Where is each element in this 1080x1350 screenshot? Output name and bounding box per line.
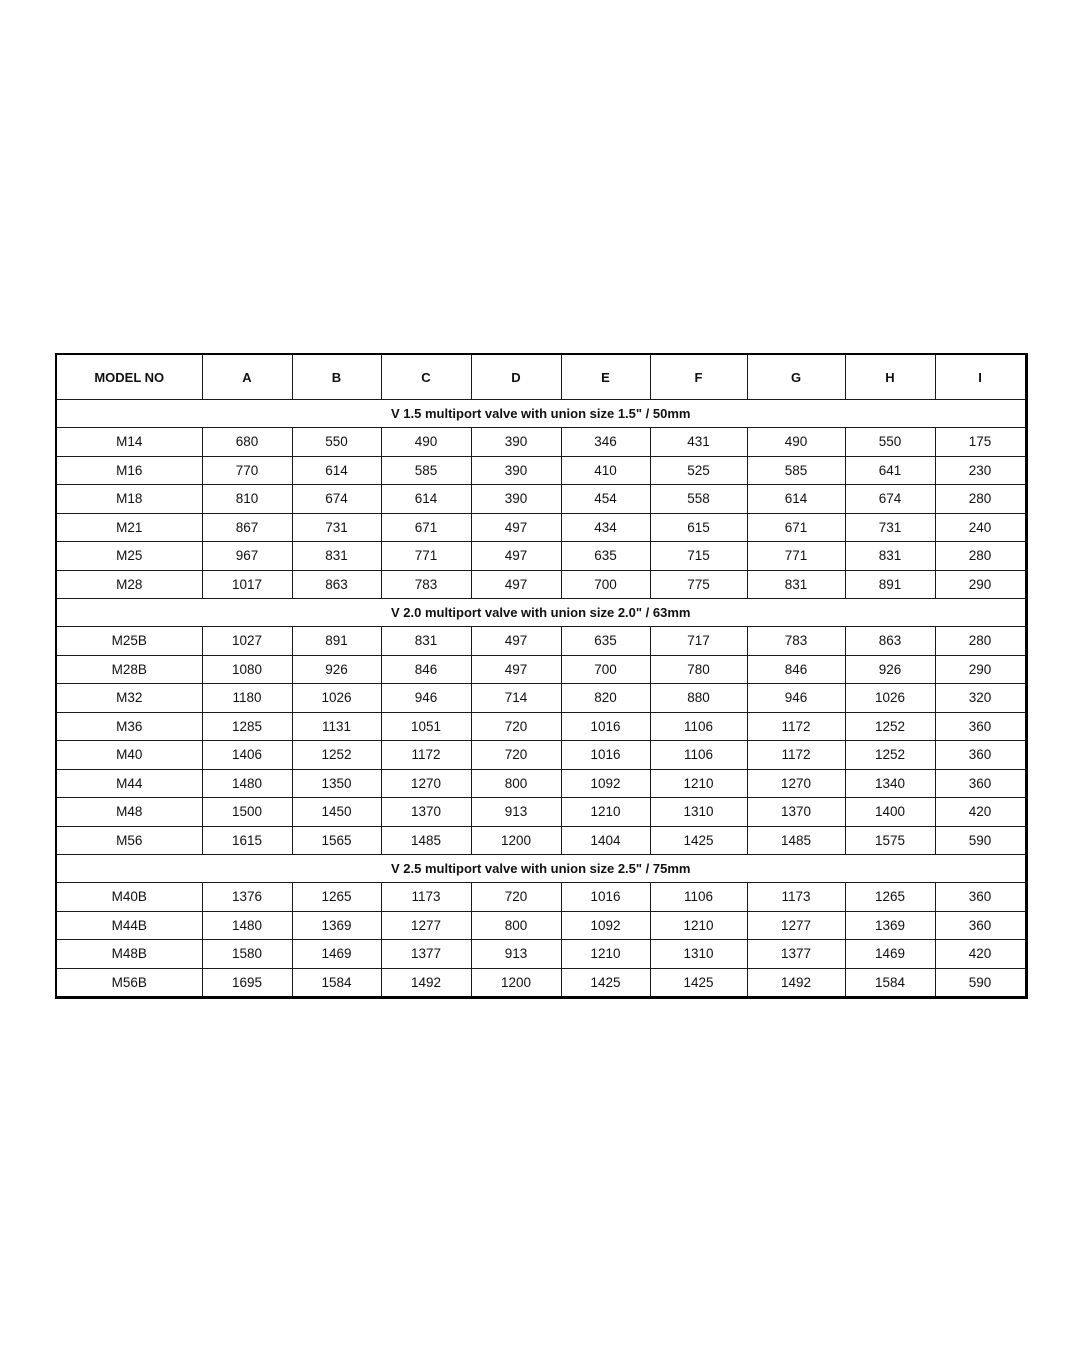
- value-cell-c: 614: [381, 485, 471, 514]
- value-cell-i: 240: [935, 513, 1026, 542]
- value-cell-f: 780: [650, 655, 747, 684]
- value-cell-h: 1252: [845, 741, 935, 770]
- table-row: [56, 883, 1026, 912]
- value-cell-a: 967: [202, 542, 292, 571]
- value-cell-a: 1695: [202, 968, 292, 998]
- value-cell-d: 1200: [471, 826, 561, 855]
- column-header-f: F: [650, 354, 747, 400]
- value-cell-g: 671: [747, 513, 845, 542]
- value-cell-a: 1285: [202, 712, 292, 741]
- model-cell: M14: [56, 428, 202, 457]
- value-cell-b: 1252: [292, 741, 381, 770]
- column-header-a: A: [202, 354, 292, 400]
- value-cell-g: 946: [747, 684, 845, 713]
- value-cell-i: 280: [935, 542, 1026, 571]
- table-row: [56, 456, 1026, 485]
- value-cell-b: 1369: [292, 911, 381, 940]
- value-cell-b: 1350: [292, 769, 381, 798]
- value-cell-f: 1310: [650, 940, 747, 969]
- value-cell-d: 913: [471, 940, 561, 969]
- column-header-g: G: [747, 354, 845, 400]
- value-cell-g: 831: [747, 570, 845, 599]
- table-row: [56, 655, 1026, 684]
- value-cell-d: 714: [471, 684, 561, 713]
- table-row: [56, 968, 1026, 998]
- column-header-model-no: MODEL NO: [56, 354, 202, 400]
- value-cell-c: 490: [381, 428, 471, 457]
- value-cell-c: 1377: [381, 940, 471, 969]
- value-cell-h: 1252: [845, 712, 935, 741]
- model-cell: M44: [56, 769, 202, 798]
- value-cell-d: 497: [471, 627, 561, 656]
- value-cell-b: 1584: [292, 968, 381, 998]
- value-cell-i: 360: [935, 741, 1026, 770]
- table-row: [56, 741, 1026, 770]
- value-cell-h: 1340: [845, 769, 935, 798]
- valve-dimension-table: [55, 353, 1028, 999]
- value-cell-g: 1277: [747, 911, 845, 940]
- table-row: [56, 798, 1026, 827]
- table-row: [56, 712, 1026, 741]
- value-cell-g: 1370: [747, 798, 845, 827]
- value-cell-d: 390: [471, 485, 561, 514]
- value-cell-a: 770: [202, 456, 292, 485]
- model-cell: M32: [56, 684, 202, 713]
- value-cell-e: 700: [561, 570, 650, 599]
- value-cell-g: 1492: [747, 968, 845, 998]
- value-cell-d: 390: [471, 456, 561, 485]
- column-header-b: B: [292, 354, 381, 400]
- value-cell-e: 1210: [561, 940, 650, 969]
- value-cell-f: 1210: [650, 911, 747, 940]
- value-cell-c: 831: [381, 627, 471, 656]
- value-cell-e: 346: [561, 428, 650, 457]
- value-cell-b: 731: [292, 513, 381, 542]
- value-cell-h: 863: [845, 627, 935, 656]
- value-cell-b: 1469: [292, 940, 381, 969]
- value-cell-e: 635: [561, 627, 650, 656]
- model-cell: M56B: [56, 968, 202, 998]
- value-cell-f: 1210: [650, 769, 747, 798]
- section-title: V 2.5 multiport valve with union size 2.5" / 75mm: [56, 855, 1026, 883]
- value-cell-h: 1400: [845, 798, 935, 827]
- value-cell-i: 420: [935, 798, 1026, 827]
- value-cell-f: 525: [650, 456, 747, 485]
- model-cell: M36: [56, 712, 202, 741]
- value-cell-f: 775: [650, 570, 747, 599]
- value-cell-g: 1377: [747, 940, 845, 969]
- section-title: V 1.5 multiport valve with union size 1.5" / 50mm: [56, 400, 1026, 428]
- value-cell-a: 1480: [202, 911, 292, 940]
- value-cell-g: 1485: [747, 826, 845, 855]
- column-header-d: D: [471, 354, 561, 400]
- value-cell-i: 320: [935, 684, 1026, 713]
- value-cell-g: 1172: [747, 712, 845, 741]
- value-cell-g: 1173: [747, 883, 845, 912]
- value-cell-e: 454: [561, 485, 650, 514]
- value-cell-g: 846: [747, 655, 845, 684]
- value-cell-i: 360: [935, 883, 1026, 912]
- value-cell-b: 1450: [292, 798, 381, 827]
- value-cell-h: 891: [845, 570, 935, 599]
- value-cell-a: 1027: [202, 627, 292, 656]
- value-cell-c: 1172: [381, 741, 471, 770]
- value-cell-b: 1265: [292, 883, 381, 912]
- value-cell-b: 674: [292, 485, 381, 514]
- value-cell-f: 615: [650, 513, 747, 542]
- model-cell: M16: [56, 456, 202, 485]
- table-row: [56, 542, 1026, 571]
- model-cell: M48: [56, 798, 202, 827]
- value-cell-h: 1026: [845, 684, 935, 713]
- value-cell-f: 558: [650, 485, 747, 514]
- value-cell-d: 497: [471, 570, 561, 599]
- column-header-i: I: [935, 354, 1026, 400]
- section-row: [56, 855, 1026, 883]
- value-cell-i: 175: [935, 428, 1026, 457]
- value-cell-f: 1425: [650, 826, 747, 855]
- value-cell-g: 1172: [747, 741, 845, 770]
- value-cell-f: 715: [650, 542, 747, 571]
- value-cell-h: 1575: [845, 826, 935, 855]
- value-cell-g: 585: [747, 456, 845, 485]
- value-cell-f: 1310: [650, 798, 747, 827]
- table-row: [56, 570, 1026, 599]
- value-cell-d: 497: [471, 513, 561, 542]
- value-cell-h: 674: [845, 485, 935, 514]
- value-cell-e: 1092: [561, 769, 650, 798]
- value-cell-e: 1404: [561, 826, 650, 855]
- section-row: [56, 400, 1026, 428]
- value-cell-f: 1425: [650, 968, 747, 998]
- value-cell-h: 1584: [845, 968, 935, 998]
- value-cell-a: 1500: [202, 798, 292, 827]
- value-cell-e: 1016: [561, 712, 650, 741]
- value-cell-c: 671: [381, 513, 471, 542]
- value-cell-b: 1026: [292, 684, 381, 713]
- table-row: [56, 513, 1026, 542]
- value-cell-d: 497: [471, 655, 561, 684]
- value-cell-i: 360: [935, 769, 1026, 798]
- value-cell-b: 550: [292, 428, 381, 457]
- value-cell-e: 1092: [561, 911, 650, 940]
- value-cell-h: 1369: [845, 911, 935, 940]
- value-cell-a: 867: [202, 513, 292, 542]
- model-cell: M25: [56, 542, 202, 571]
- value-cell-b: 1565: [292, 826, 381, 855]
- table-body: [56, 400, 1026, 998]
- value-cell-h: 550: [845, 428, 935, 457]
- model-cell: M44B: [56, 911, 202, 940]
- value-cell-h: 731: [845, 513, 935, 542]
- value-cell-e: 1016: [561, 741, 650, 770]
- value-cell-g: 771: [747, 542, 845, 571]
- table-header-row: [56, 354, 1026, 400]
- value-cell-a: 1580: [202, 940, 292, 969]
- table-row: [56, 769, 1026, 798]
- value-cell-f: 880: [650, 684, 747, 713]
- value-cell-b: 891: [292, 627, 381, 656]
- value-cell-h: 1265: [845, 883, 935, 912]
- model-cell: M25B: [56, 627, 202, 656]
- value-cell-i: 280: [935, 627, 1026, 656]
- table-row: [56, 684, 1026, 713]
- model-cell: M28: [56, 570, 202, 599]
- value-cell-i: 590: [935, 826, 1026, 855]
- section-title: V 2.0 multiport valve with union size 2.0" / 63mm: [56, 599, 1026, 627]
- value-cell-e: 434: [561, 513, 650, 542]
- value-cell-c: 1277: [381, 911, 471, 940]
- value-cell-i: 290: [935, 655, 1026, 684]
- model-cell: M56: [56, 826, 202, 855]
- value-cell-i: 230: [935, 456, 1026, 485]
- value-cell-a: 1376: [202, 883, 292, 912]
- value-cell-g: 490: [747, 428, 845, 457]
- value-cell-d: 1200: [471, 968, 561, 998]
- value-cell-d: 720: [471, 741, 561, 770]
- value-cell-a: 1080: [202, 655, 292, 684]
- value-cell-c: 771: [381, 542, 471, 571]
- value-cell-e: 1425: [561, 968, 650, 998]
- model-cell: M40: [56, 741, 202, 770]
- value-cell-d: 720: [471, 883, 561, 912]
- model-cell: M40B: [56, 883, 202, 912]
- value-cell-c: 1492: [381, 968, 471, 998]
- value-cell-c: 783: [381, 570, 471, 599]
- model-cell: M28B: [56, 655, 202, 684]
- value-cell-a: 1480: [202, 769, 292, 798]
- value-cell-e: 410: [561, 456, 650, 485]
- value-cell-g: 783: [747, 627, 845, 656]
- value-cell-h: 641: [845, 456, 935, 485]
- value-cell-i: 360: [935, 911, 1026, 940]
- value-cell-i: 290: [935, 570, 1026, 599]
- value-cell-d: 913: [471, 798, 561, 827]
- model-cell: M21: [56, 513, 202, 542]
- value-cell-h: 1469: [845, 940, 935, 969]
- value-cell-e: 820: [561, 684, 650, 713]
- value-cell-d: 800: [471, 769, 561, 798]
- value-cell-f: 431: [650, 428, 747, 457]
- value-cell-b: 863: [292, 570, 381, 599]
- value-cell-a: 1017: [202, 570, 292, 599]
- value-cell-d: 720: [471, 712, 561, 741]
- value-cell-a: 680: [202, 428, 292, 457]
- value-cell-c: 585: [381, 456, 471, 485]
- value-cell-i: 280: [935, 485, 1026, 514]
- value-cell-a: 1406: [202, 741, 292, 770]
- value-cell-c: 1173: [381, 883, 471, 912]
- value-cell-h: 926: [845, 655, 935, 684]
- value-cell-d: 497: [471, 542, 561, 571]
- column-header-h: H: [845, 354, 935, 400]
- table-row: [56, 428, 1026, 457]
- table-row: [56, 627, 1026, 656]
- value-cell-f: 1106: [650, 741, 747, 770]
- value-cell-f: 1106: [650, 712, 747, 741]
- section-row: [56, 599, 1026, 627]
- model-cell: M48B: [56, 940, 202, 969]
- model-cell: M18: [56, 485, 202, 514]
- value-cell-c: 846: [381, 655, 471, 684]
- value-cell-i: 590: [935, 968, 1026, 998]
- value-cell-f: 1106: [650, 883, 747, 912]
- value-cell-g: 614: [747, 485, 845, 514]
- value-cell-c: 1051: [381, 712, 471, 741]
- table-row: [56, 940, 1026, 969]
- value-cell-a: 1180: [202, 684, 292, 713]
- value-cell-e: 635: [561, 542, 650, 571]
- table-row: [56, 826, 1026, 855]
- value-cell-h: 831: [845, 542, 935, 571]
- value-cell-e: 700: [561, 655, 650, 684]
- value-cell-d: 390: [471, 428, 561, 457]
- value-cell-b: 926: [292, 655, 381, 684]
- value-cell-d: 800: [471, 911, 561, 940]
- table-row: [56, 485, 1026, 514]
- value-cell-c: 946: [381, 684, 471, 713]
- value-cell-i: 360: [935, 712, 1026, 741]
- value-cell-b: 614: [292, 456, 381, 485]
- value-cell-f: 717: [650, 627, 747, 656]
- value-cell-b: 831: [292, 542, 381, 571]
- value-cell-g: 1270: [747, 769, 845, 798]
- value-cell-a: 1615: [202, 826, 292, 855]
- value-cell-e: 1016: [561, 883, 650, 912]
- value-cell-e: 1210: [561, 798, 650, 827]
- column-header-c: C: [381, 354, 471, 400]
- value-cell-c: 1270: [381, 769, 471, 798]
- value-cell-c: 1485: [381, 826, 471, 855]
- value-cell-a: 810: [202, 485, 292, 514]
- value-cell-b: 1131: [292, 712, 381, 741]
- table-row: [56, 911, 1026, 940]
- value-cell-i: 420: [935, 940, 1026, 969]
- value-cell-c: 1370: [381, 798, 471, 827]
- column-header-e: E: [561, 354, 650, 400]
